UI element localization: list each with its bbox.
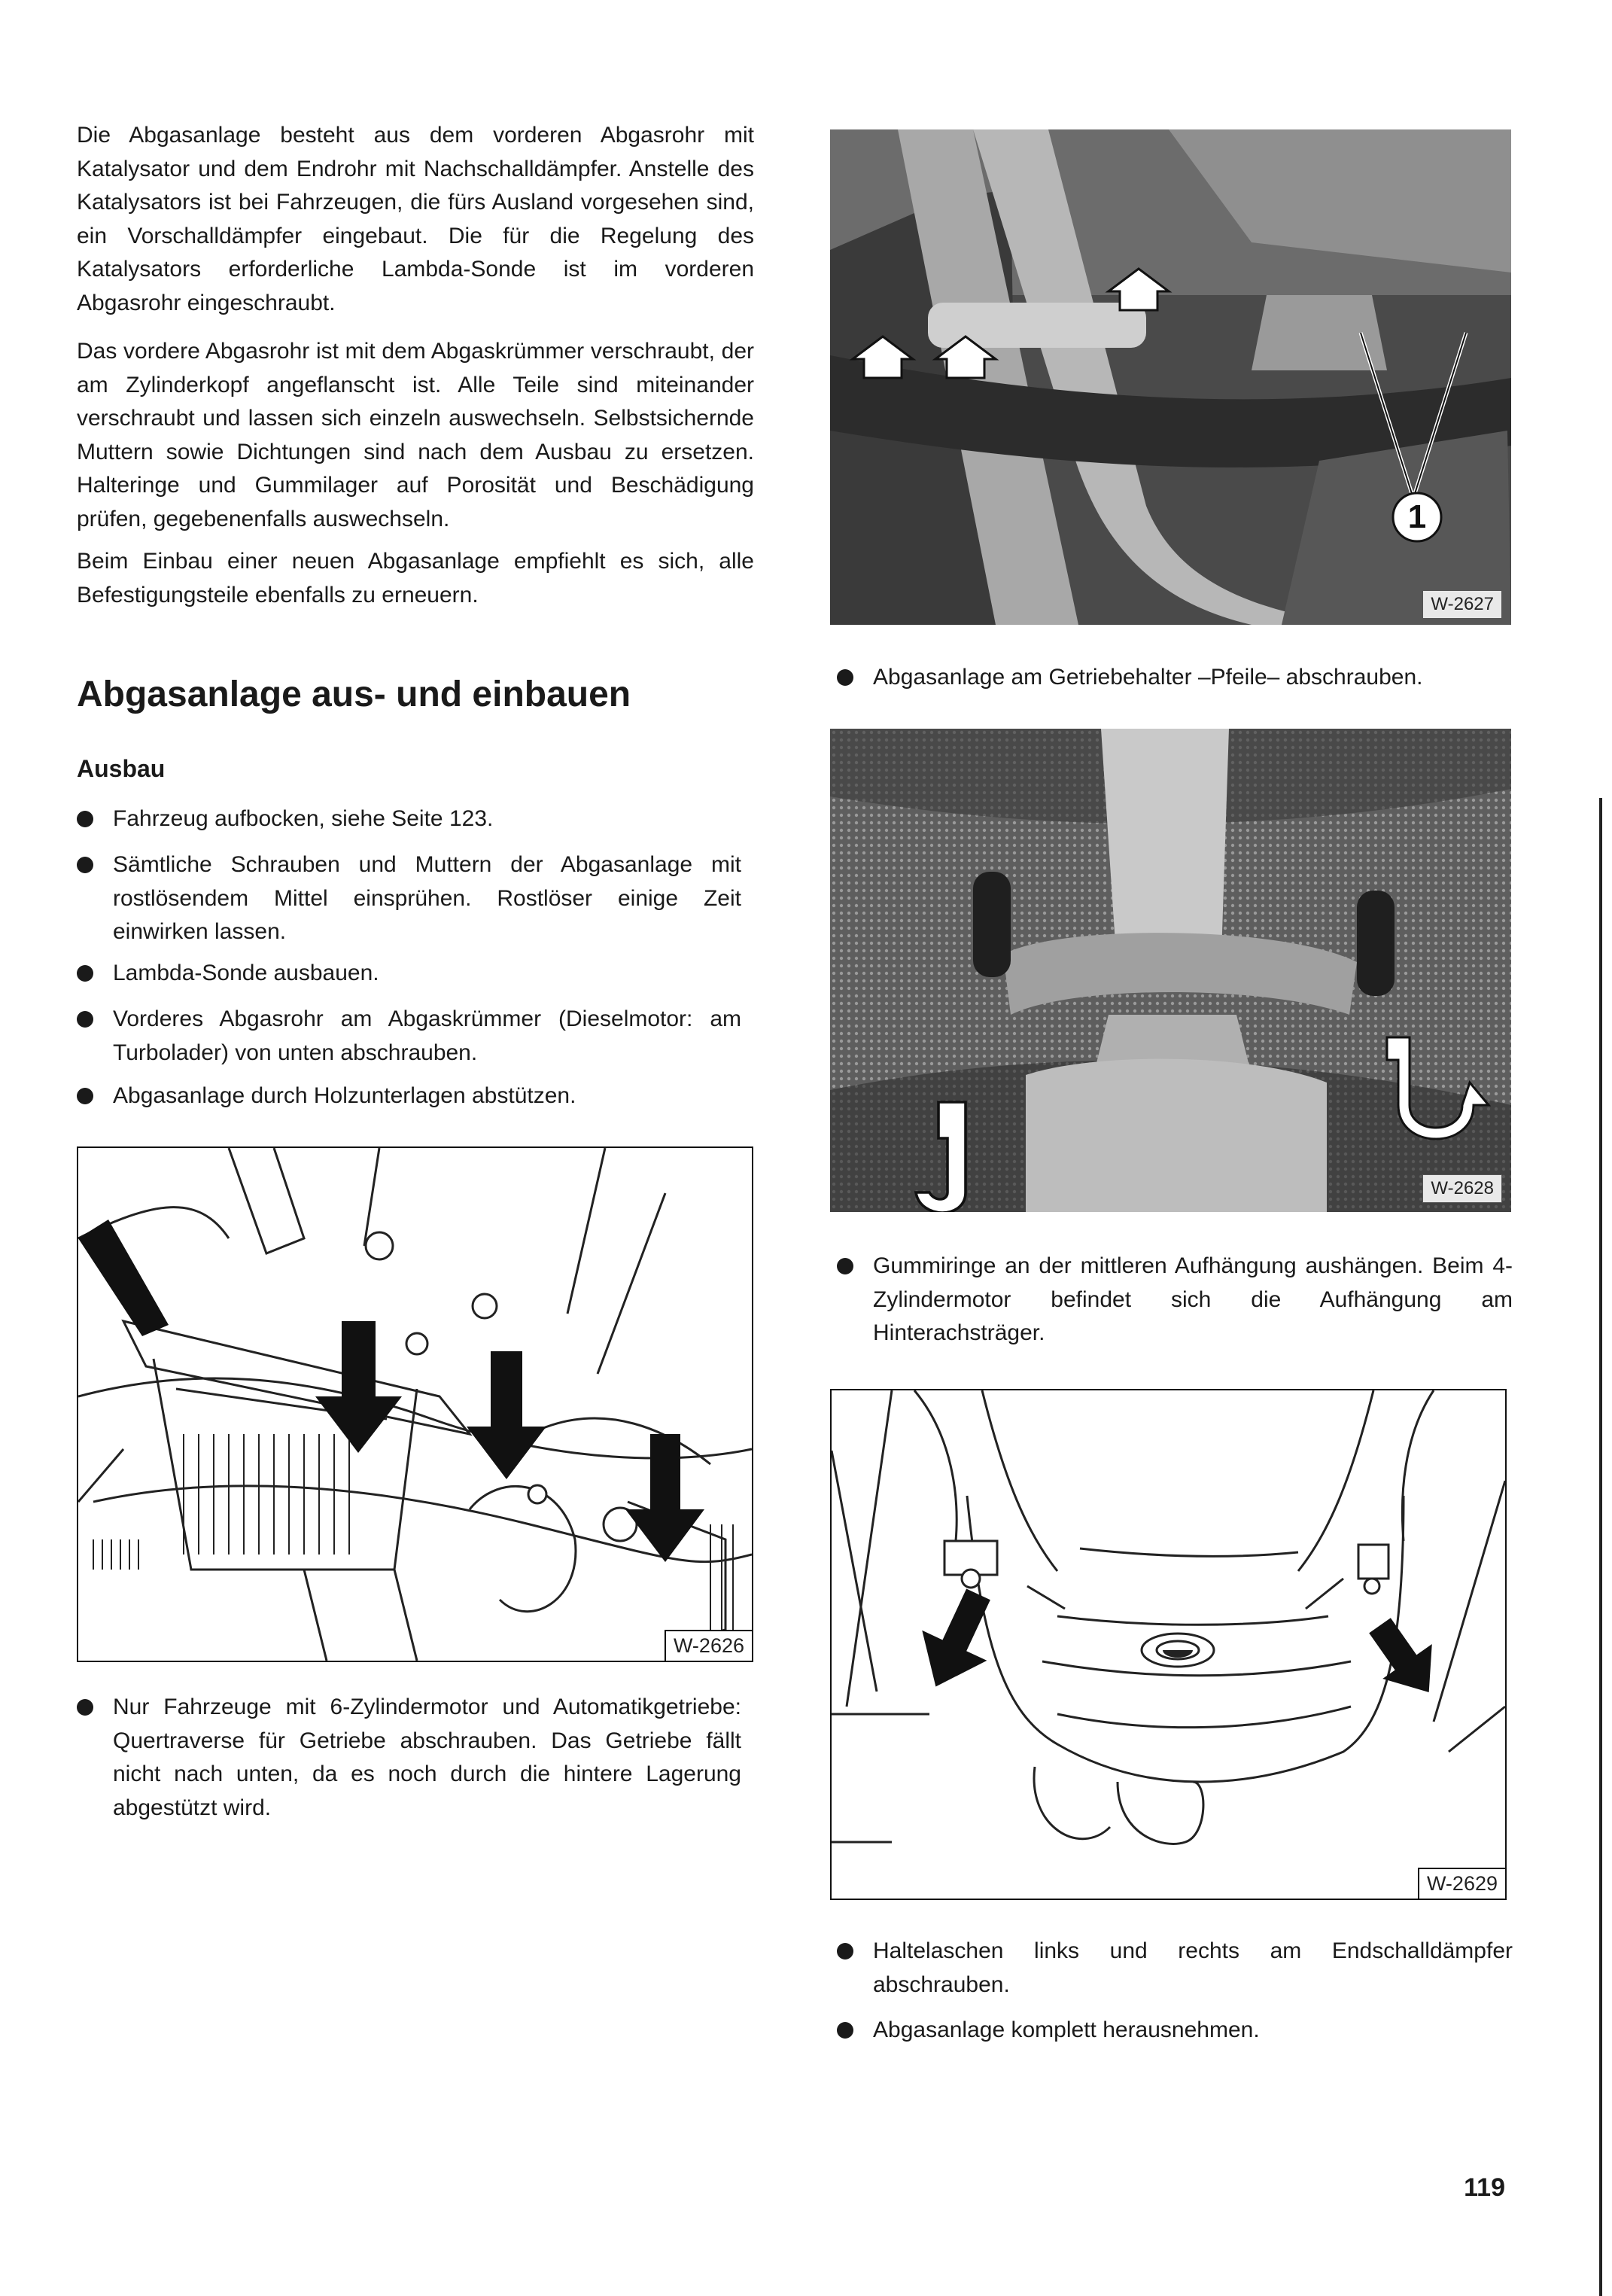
bullet-icon — [837, 1943, 853, 1960]
photo-placeholder — [830, 129, 1511, 625]
step-item — [113, 802, 741, 836]
step-item — [873, 661, 1513, 695]
figure-code: W-2628 — [1422, 1174, 1502, 1203]
figure-code: W-2627 — [1422, 590, 1502, 619]
bullet-icon — [77, 1699, 93, 1716]
figure-w2627 — [830, 129, 1511, 625]
step-item — [873, 1250, 1513, 1350]
figure-w2628 — [830, 729, 1511, 1212]
step-text: Lambda-Sonde ausbauen. — [113, 961, 379, 985]
bullet-icon — [77, 1011, 93, 1028]
bullet-icon — [837, 669, 853, 686]
line-drawing — [832, 1390, 1505, 1899]
figure-code: W-2629 — [1418, 1868, 1505, 1899]
step-text: Fahrzeug aufbocken, siehe Seite 123. — [113, 806, 494, 831]
page-edge-line — [1599, 798, 1602, 2296]
intro-paragraph-1: Die Abgasanlage besteht aus dem vorderen Abgasrohr mit Katalysator und dem Endrohr mit Nachschalldämpfer. Anstelle des Katalysators ist bei Fahrzeugen, die fürs Ausland vorgesehen sind, ein Vorschalldämpfer eingebaut. Die für die Regelung des Katalysators erforderliche Lambda-Sonde ist im vorderen Abgasrohr eingeschraubt. — [77, 123, 754, 315]
bullet-icon — [837, 1258, 853, 1274]
step-text: Nur Fahrzeuge mit 6-Zylindermotor und Automatikgetriebe: Quertraverse für Getriebe abschrauben. Das Getriebe fällt nicht nach unten, da es noch durch die hintere Lagerung abgestützt wird. — [113, 1695, 741, 1820]
step-text: Haltelaschen links und rechts am Endschalldämpfer abschrauben. — [873, 1938, 1513, 1997]
step-text: Abgasanlage durch Holzunterlagen abstützen. — [113, 1083, 576, 1108]
section-subtitle: Ausbau — [77, 755, 166, 782]
step-item — [113, 1003, 741, 1070]
bullet-icon — [77, 811, 93, 827]
figure-code: W-2626 — [665, 1630, 752, 1661]
step-text: Gummiringe an der mittleren Aufhängung aushängen. Beim 4-Zylindermotor befindet sich die Aufhängung am Hinterachsträger. — [873, 1253, 1513, 1345]
intro-paragraph-3: Beim Einbau einer neuen Abgasanlage empfiehlt es sich, alle Befestigungsteile ebenfalls zu erneuern. — [77, 549, 754, 607]
bullet-icon — [77, 965, 93, 982]
step-text: Vorderes Abgasrohr am Abgaskrümmer (Dieselmotor: am Turbolader) von unten abschrauben. — [113, 1006, 741, 1065]
step-item — [113, 1079, 741, 1113]
step-item — [113, 957, 741, 991]
figure-w2629 — [830, 1389, 1507, 1900]
line-drawing — [78, 1148, 752, 1661]
bullet-icon — [77, 857, 93, 873]
photo-placeholder — [830, 729, 1511, 1212]
callout-label: 1 — [1407, 498, 1427, 535]
step-text: Sämtliche Schrauben und Muttern der Abgasanlage mit rostlösendem Mittel einsprühen. Rostlöser einige Zeit einwirken lassen. — [113, 852, 741, 944]
step-item — [873, 2014, 1513, 2048]
bullet-icon — [77, 1088, 93, 1104]
step-item — [113, 1691, 741, 1825]
step-text: Abgasanlage komplett herausnehmen. — [873, 2017, 1260, 2042]
page-number: 119 — [1464, 2173, 1505, 2202]
step-text: Abgasanlage am Getriebehalter –Pfeile– abschrauben. — [873, 665, 1423, 690]
step-item — [873, 1935, 1513, 2002]
section-title: Abgasanlage aus- und einbauen — [77, 674, 631, 714]
intro-paragraph-2: Das vordere Abgasrohr ist mit dem Abgaskrümmer verschraubt, der am Zylinderkopf angeflanscht ist. Alle Teile sind miteinander verschraubt und lassen sich einzeln auswechseln. Selbstsichernde Muttern sowie Dichtungen sind nach dem Ausbau zu ersetzen. Halteringe und Gummilager auf Porosität und Beschädigung prüfen, gegebenenfalls auswechseln. — [77, 339, 754, 531]
figure-w2626 — [77, 1146, 753, 1662]
step-item — [113, 848, 741, 949]
bullet-icon — [837, 2022, 853, 2039]
